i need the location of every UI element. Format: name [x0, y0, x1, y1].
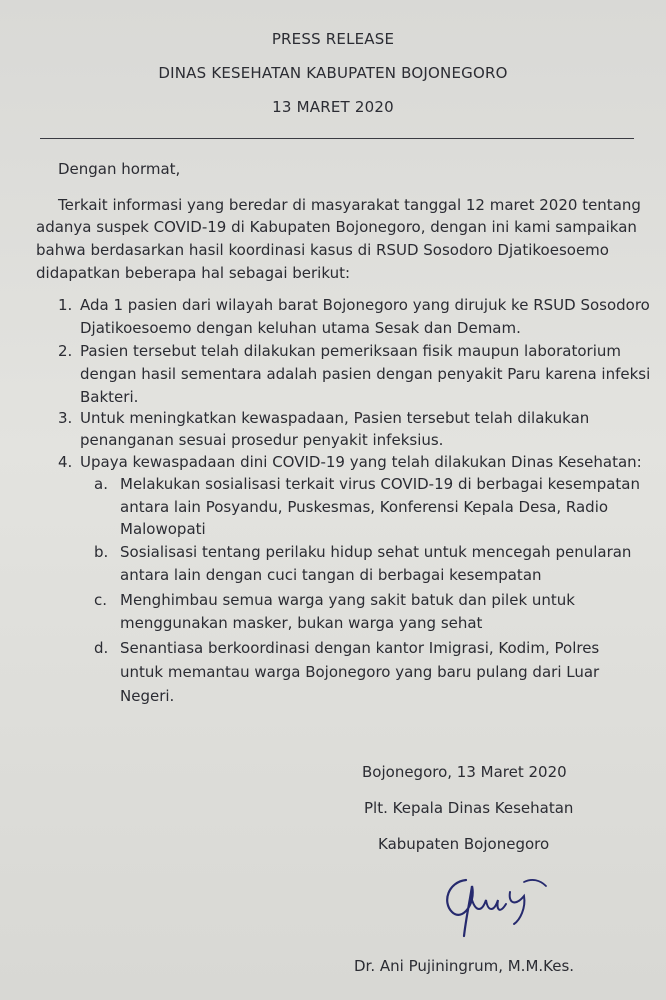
- sub-list-line: Negeri.: [120, 687, 175, 705]
- sub-list-line: Sosialisasi tentang perilaku hidup sehat untuk mencegah penularan: [120, 543, 632, 561]
- list-marker: 3.: [58, 409, 73, 427]
- sub-list-line: untuk memantau warga Bojonegoro yang baru pulang dari Luar: [120, 663, 600, 681]
- sub-list-line: antara lain Posyandu, Puskesmas, Konferensi Kepala Desa, Radio: [120, 498, 609, 516]
- header-divider: [40, 138, 634, 139]
- list-line: Upaya kewaspadaan dini COVID-19 yang telah dilakukan Dinas Kesehatan:: [80, 453, 642, 471]
- document-title: PRESS RELEASE: [271, 30, 395, 48]
- agency-name: DINAS KESEHATAN KABUPATEN BOJONEGORO: [158, 64, 508, 82]
- list-line: Pasien tersebut telah dilakukan pemeriksaan fisik maupun laboratorium: [80, 342, 621, 360]
- sub-list-marker: b.: [94, 543, 109, 561]
- closing-position: Plt. Kepala Dinas Kesehatan: [364, 799, 574, 817]
- list-line: dengan hasil sementara adalah pasien dengan penyakit Paru karena infeksi: [80, 365, 651, 383]
- sub-list-line: Senantiasa berkoordinasi dengan kantor Imigrasi, Kodim, Polres: [120, 639, 600, 657]
- list-marker: 2.: [58, 342, 73, 360]
- closing-region: Kabupaten Bojonegoro: [378, 835, 550, 853]
- sub-list-marker: c.: [94, 591, 108, 609]
- intro-line: Terkait informasi yang beredar di masyarakat tanggal 12 maret 2020 tentang: [58, 196, 641, 214]
- list-line: penanganan sesuai prosedur penyakit infeksius.: [80, 431, 444, 449]
- list-line: Untuk meningkatkan kewaspadaan, Pasien tersebut telah dilakukan: [80, 409, 590, 427]
- list-line: Bakteri.: [80, 388, 139, 406]
- list-line: Djatikoesoemo dengan keluhan utama Sesak dan Demam.: [80, 319, 521, 337]
- signature-image: [436, 860, 556, 940]
- sub-list-line: menggunakan masker, bukan warga yang sehat: [120, 614, 483, 632]
- sub-list-marker: d.: [94, 639, 109, 657]
- list-marker: 4.: [58, 453, 73, 471]
- sub-list-line: Menghimbau semua warga yang sakit batuk dan pilek untuk: [120, 591, 575, 609]
- intro-line: didapatkan beberapa hal sebagai berikut:: [36, 264, 351, 282]
- list-marker: 1.: [58, 296, 73, 314]
- closing-place-date: Bojonegoro, 13 Maret 2020: [362, 763, 567, 781]
- sub-list-line: antara lain dengan cuci tangan di berbagai kesempatan: [120, 566, 542, 584]
- sub-list-line: Malowopati: [120, 520, 206, 538]
- list-line: Ada 1 pasien dari wilayah barat Bojonegoro yang dirujuk ke RSUD Sosodoro: [80, 296, 650, 314]
- intro-line: bahwa berdasarkan hasil koordinasi kasus di RSUD Sosodoro Djatikoesoemo: [36, 241, 609, 259]
- release-date: 13 MARET 2020: [272, 98, 394, 116]
- sub-list-marker: a.: [94, 475, 108, 493]
- sub-list-line: Melakukan sosialisasi terkait virus COVID-19 di berbagai kesempatan: [120, 475, 641, 493]
- signatory-name: Dr. Ani Pujiningrum, M.M.Kes.: [354, 957, 575, 975]
- intro-line: adanya suspek COVID-19 di Kabupaten Bojonegoro, dengan ini kami sampaikan: [36, 218, 637, 236]
- greeting: Dengan hormat,: [58, 160, 181, 178]
